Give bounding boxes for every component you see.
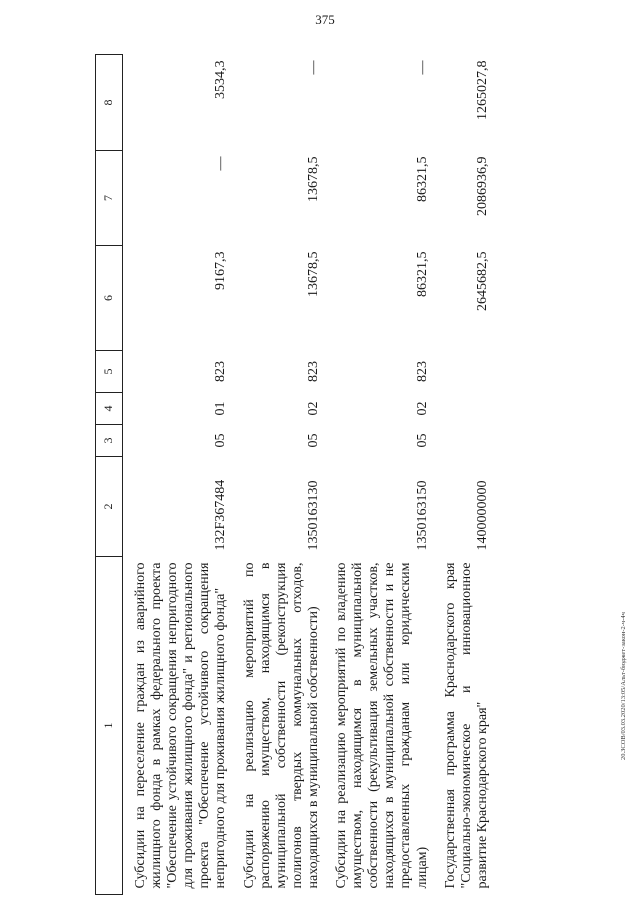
row-subsection: 01: [213, 401, 229, 416]
table-row: [232, 55, 324, 895]
rotated-table-container: [95, 55, 615, 895]
table-row: [433, 55, 493, 895]
table-header-row: [96, 55, 123, 895]
row-section: 05: [305, 433, 321, 448]
header-col-6: 6: [96, 246, 123, 351]
header-col-7: 7: [96, 151, 123, 246]
row-amount-year1: 86321,5: [414, 251, 430, 297]
row-amount-year1: 2645682,5: [474, 251, 490, 311]
row-amount-year3: 1265027,8: [474, 60, 490, 120]
row-csr-code: 132F367484: [213, 479, 229, 551]
row-section: 05: [414, 433, 430, 448]
row-expense-type: [433, 351, 493, 393]
row-subsection: 02: [305, 401, 321, 416]
header-col-5: 5: [96, 351, 123, 393]
budget-table: [95, 54, 493, 895]
row-name: Государственная программа Краснодарского края "Социально-экономическое и инновационное развитие Краснодарского края": [442, 562, 490, 889]
row-name: Субсидии на реализацию мероприятий по распоряжению имуществом, находящимся в муниципальной собственности (реконструкция полигонов твердых коммунальных отходов, находящихся в муниципальной собственности): [241, 562, 321, 889]
row-section: 05: [213, 433, 229, 448]
row-section: [433, 425, 493, 457]
header-col-2: 2: [96, 457, 123, 557]
row-csr-code: 1400000000: [474, 480, 490, 551]
row-amount-year3: —: [305, 60, 321, 75]
row-name: Субсидии на переселение граждан из аварийного жилищного фонда в рамках федерального проекта "Обеспечение устойчивого сокращения непригодного для проживания жилищного фонда" и регионального проекта "Обеспечение устойчивого сокращения непригодного для проживания жилищного фонда": [133, 562, 229, 889]
page-number: 375: [315, 12, 335, 27]
row-amount-year1: 9167,3: [213, 251, 229, 290]
row-amount-year1: 13678,5: [305, 251, 321, 297]
row-amount-year2: 13678,5: [305, 156, 321, 202]
header-col-3: 3: [96, 425, 123, 457]
header-col-4: 4: [96, 393, 123, 425]
row-csr-code: 1350163130: [305, 480, 321, 551]
row-amount-year2: 2086936,9: [474, 156, 490, 216]
row-subsection: [433, 393, 493, 425]
row-csr-code: 1350163150: [414, 480, 430, 551]
table-row: [324, 55, 433, 895]
row-amount-year2: —: [213, 156, 229, 171]
row-expense-type: 823: [414, 361, 430, 382]
row-expense-type: 823: [213, 361, 229, 382]
row-amount-year3: —: [414, 60, 430, 75]
row-amount-year3: 3534,3: [213, 60, 229, 99]
table-row: [123, 55, 232, 895]
row-expense-type: 823: [305, 361, 321, 382]
row-amount-year2: 86321,5: [414, 156, 430, 202]
header-col-8: 8: [96, 55, 123, 151]
header-col-1: 1: [96, 557, 123, 895]
row-name: Субсидии на реализацию мероприятий по владению имуществом, находящимся в муниципальной собственности (рекультивация земельных участков, находящихся в муниципальной собственности и не предоставленных гражданам или юридическим лицам): [334, 562, 430, 889]
document-stamp: 20.ЗСОВ/03.03.2020/13:05/Альт-бюджет-закон-2-ч-4ч: [620, 612, 627, 760]
row-subsection: 02: [414, 401, 430, 416]
